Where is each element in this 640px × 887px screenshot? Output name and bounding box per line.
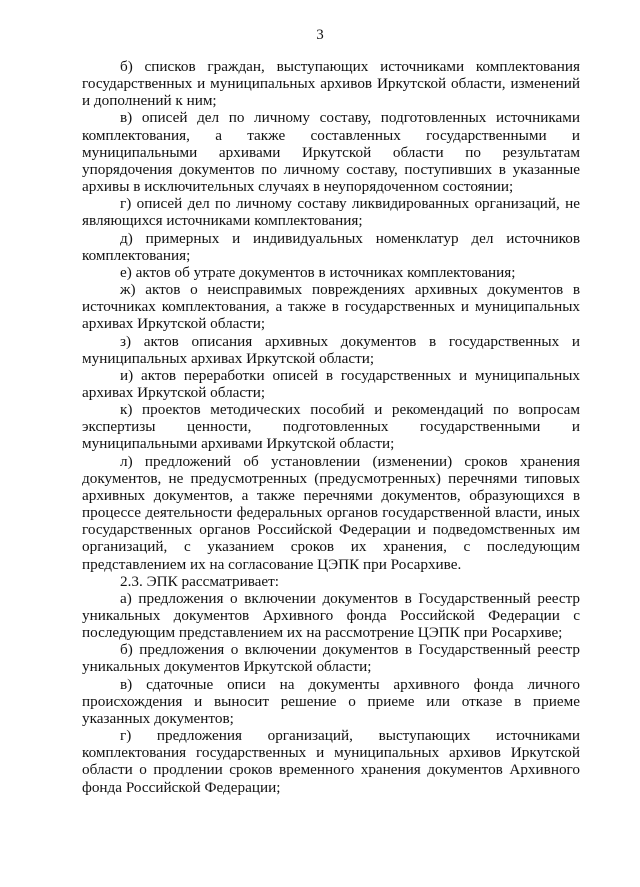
section-heading-2-3: 2.3. ЭПК рассматривает: bbox=[120, 572, 280, 590]
paragraph-g: г) описей дел по личному составу ликвидированных организаций, не являющихся источниками комплектования; bbox=[82, 195, 580, 230]
page-number: 3 bbox=[316, 27, 324, 43]
paragraph-i: и) актов переработки описей в государственных и муниципальных архивах Иркутской области; bbox=[82, 366, 580, 401]
paragraph-d: д) примерных и индивидуальных номенклатур дел источников комплектования; bbox=[82, 229, 580, 264]
paragraph-z: з) актов описания архивных документов в государственных и муниципальных архивах Иркутской области; bbox=[82, 332, 580, 367]
paragraph-zh: ж) актов о неисправимых повреждениях архивных документов в источниках комплектования, а также в государственных и муниципальных архивах Иркутской области; bbox=[82, 281, 580, 333]
paragraph-b-2: б) предложения о включении документов в Государственный реестр уникальных документов Иркутской области; bbox=[82, 641, 580, 676]
paragraph-a-2: а) предложения о включении документов в Государственный реестр уникальных документов Архивного фонда Российской Федерации с последующим представлением их на рассмотрение ЦЭПК при Росархиве; bbox=[82, 589, 580, 642]
paragraph-k: к) проектов методических пособий и рекомендаций по вопросам экспертизы ценности, подготовленных государственными и муниципальными архивами Иркутской области; bbox=[82, 401, 580, 453]
paragraph-b: б) списков граждан, выступающих источниками комплектования государственных и муниципальных архивов Иркутской области, изменений и дополнений к ним; bbox=[82, 58, 580, 110]
paragraph-g-2: г) предложения организаций, выступающих источниками комплектования государственных и муниципальных архивов Иркутской области о продлении сроков временного хранения документов Архивного фонда Российской Федерации; bbox=[82, 727, 580, 796]
paragraph-l: л) предложений об установлении (изменении) сроков хранения документов, не предусмотренных (предусмотренных) перечнями типовых архивных документов, а также перечнями документов, образующихся в процессе деятельности федеральных органов государственной власти, иных государственных органов Российской Федерации и подведомственных им организаций, с указанием сроков их хранения, с последующим представлением их на согласование ЦЭПК при Росархиве. bbox=[82, 452, 580, 573]
paragraph-e: е) актов об утрате документов в источниках комплектования; bbox=[120, 263, 516, 281]
paragraph-v: в) описей дел по личному составу, подготовленных источниками комплектования, а также составленных государственными и муниципальными архивами Иркутской области по результатам упорядочения документов по личному составу, поступивших в указанные архивы в исключительных случаях в неупорядоченном состоянии; bbox=[82, 109, 580, 196]
paragraph-v-2: в) сдаточные описи на документы архивного фонда личного происхождения и выносит решение о приеме или отказе в приеме указанных документов; bbox=[82, 675, 580, 727]
document-body bbox=[82, 58, 580, 796]
